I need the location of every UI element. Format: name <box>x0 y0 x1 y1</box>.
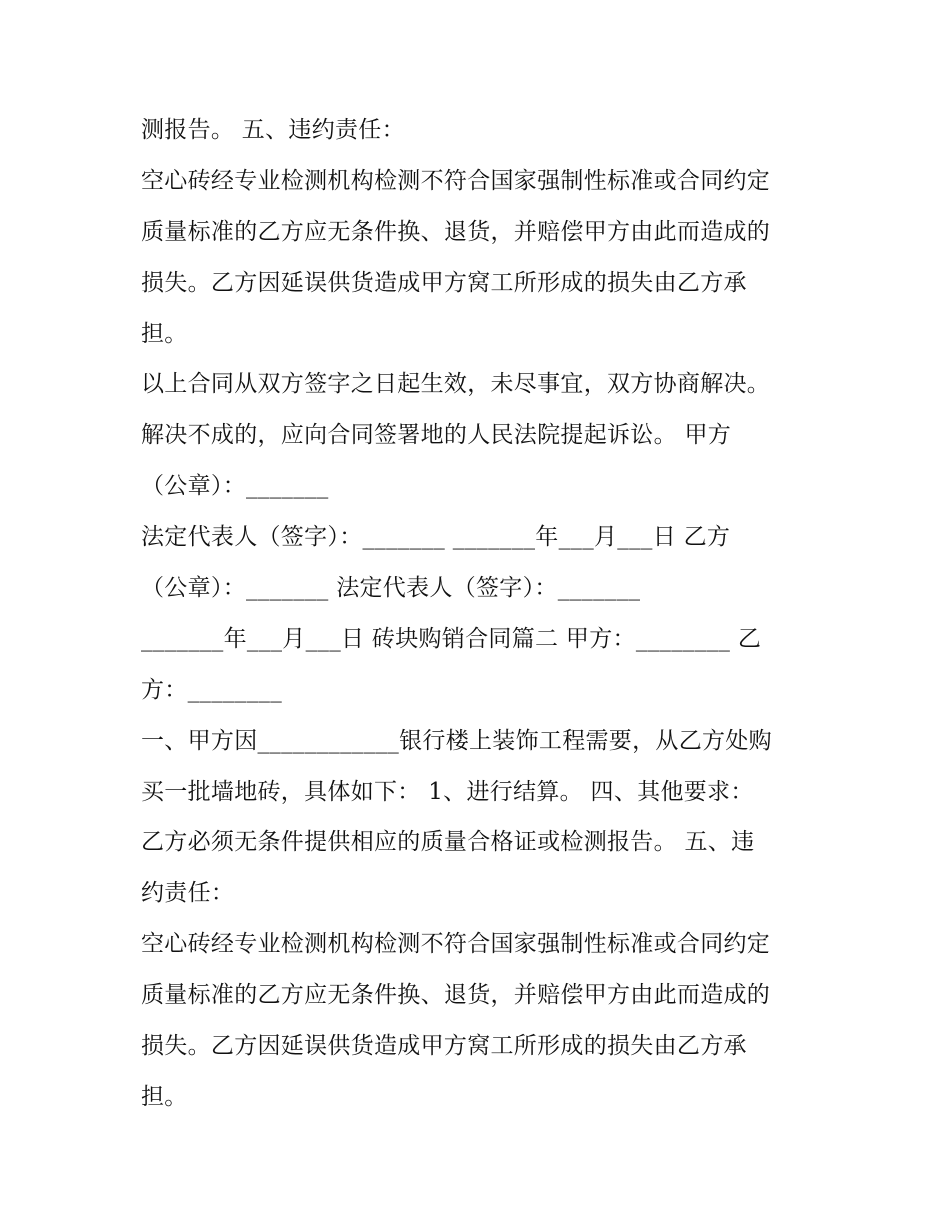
text-line: 质量标准的乙方应无条件换、退货，并赔偿甲方由此而造成的 <box>141 982 771 1009</box>
text-line: 空心砖经专业检测机构检测不符合国家强制性标准或合同约定 <box>141 931 771 958</box>
text-line: 担。 <box>141 320 188 347</box>
text-line: 乙方必须无条件提供相应的质量合格证或检测报告。 五、违 <box>141 829 755 856</box>
text-line: 质量标准的乙方应无条件换、退货，并赔偿甲方由此而造成的 <box>141 218 771 245</box>
text-line: 一、甲方因____________银行楼上装饰工程需要，从乙方处购 <box>141 727 772 754</box>
contract-text <box>141 105 821 1123</box>
text-line: 损失。乙方因延误供货造成甲方窝工所形成的损失由乙方承 <box>141 269 747 296</box>
text-line: 担。 <box>141 1083 188 1110</box>
text-line: 方：________ <box>141 676 282 703</box>
text-line: 测报告。 五、违约责任： <box>141 117 405 143</box>
text-line: 解决不成的，应向合同签署地的人民法院提起诉讼。 甲方 <box>141 422 732 449</box>
text-line: 以上合同从双方签字之日起生效，未尽事宜，双方协商解决。 <box>141 371 771 398</box>
text-line: 损失。乙方因延误供货造成甲方窝工所形成的损失由乙方承 <box>141 1033 747 1060</box>
text-line: （公章）：_______ 法定代表人（签字）：_______ <box>141 575 641 602</box>
text-line: 约责任： <box>141 880 235 907</box>
text-line: 空心砖经专业检测机构检测不符合国家强制性标准或合同约定 <box>141 167 771 194</box>
text-line: 法定代表人（签字）：_______ _______年___月___日 乙方 <box>141 524 731 551</box>
text-line: （公章）：_______ <box>141 473 329 500</box>
text-line: 买一批墙地砖，具体如下： 1、进行结算。 四、其他要求： <box>141 778 754 805</box>
text-line: _______年___月___日 砖块购销合同篇二 甲方：________ 乙 <box>141 625 762 652</box>
